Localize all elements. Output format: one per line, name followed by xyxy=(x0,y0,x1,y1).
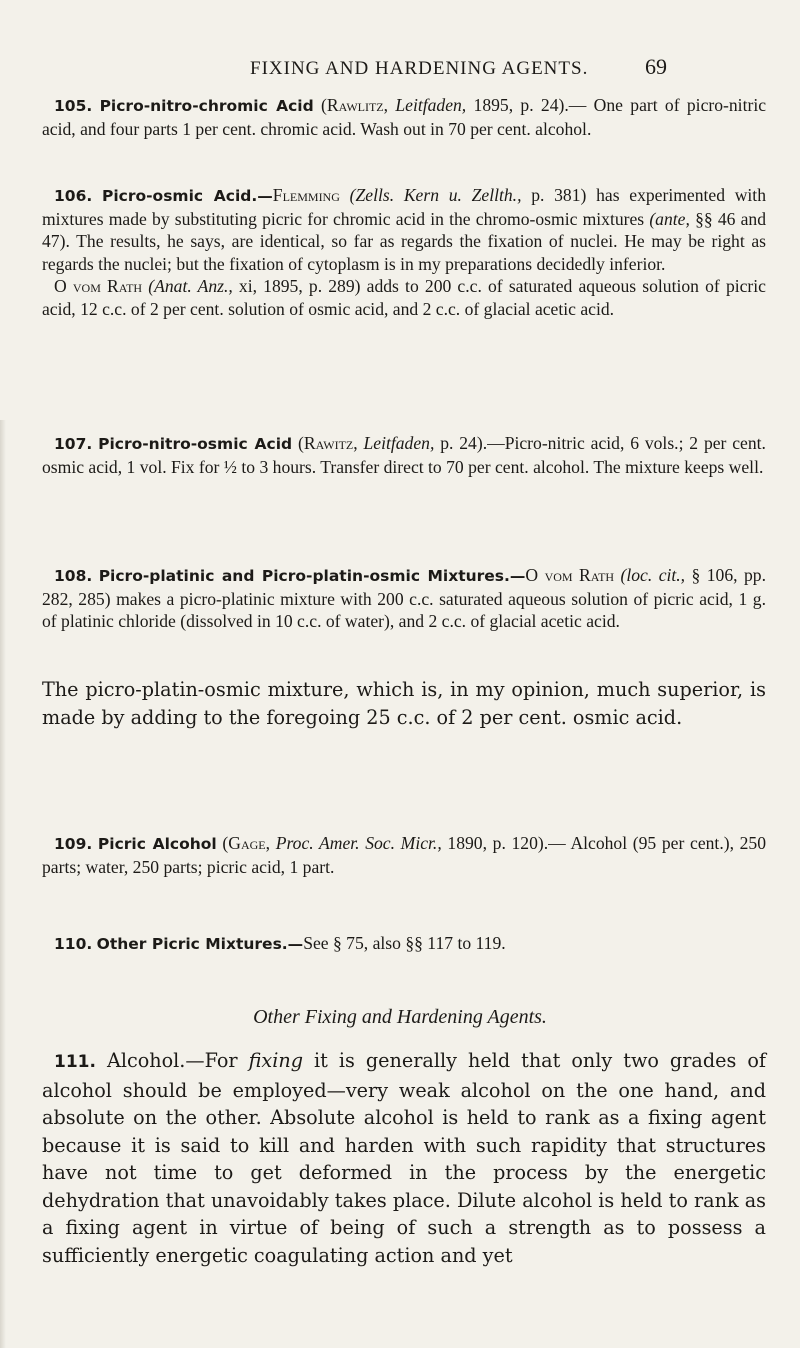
paragraph-text: xi, 1895, p. 289) adds to 200 c.c. of saturated aqueous solution of picric acid, 12 c.c. of 2 per cent. solution of osmic acid, and 2 c.c. of glacial acetic acid. xyxy=(42,276,766,319)
section-number: 107. xyxy=(54,435,93,453)
section-109 xyxy=(42,832,766,878)
author: (Rawitz, xyxy=(297,433,358,453)
section-number: 110. xyxy=(54,935,93,953)
section-106 xyxy=(42,184,766,320)
paragraph-text: The picro-platin-osmic mixture, which is, in my opinion, much superior, is made by adding to the foregoing 25 c.c. of 2 per cent. osmic acid. xyxy=(42,678,766,729)
reference: 1895, p. 24).— xyxy=(473,95,587,115)
paragraph-text: has experimented with mixtures made by substituting picric for chromic acid in the chromo-osmic mixtures xyxy=(42,185,766,229)
section-108-large-text xyxy=(42,676,766,731)
section-title: Other Picric Mixtures.— xyxy=(96,935,304,953)
author: O vom Rath xyxy=(54,276,143,296)
author: (Rawlitz, xyxy=(321,95,389,115)
subheading: Other Fixing and Hardening Agents. xyxy=(253,1006,547,1028)
source: (loc. cit., xyxy=(620,565,686,585)
paragraph-text: § 106, pp. 282, 285) makes a picro-platinic mixture with 200 c.c. saturated aqueous solution of picric acid, 1 g. of platinic chloride (dissolved in 10 c.c. of water), and 2 c.c. of glacial acetic acid. xyxy=(42,565,766,631)
section-107 xyxy=(42,432,766,478)
section-105 xyxy=(42,94,766,140)
for-word: For xyxy=(204,1049,238,1072)
section-111 xyxy=(42,1047,766,1269)
section-number: 109. xyxy=(54,835,93,853)
author: (Gage, xyxy=(222,833,271,853)
source: (Anat. Anz., xyxy=(148,276,233,296)
section-title: Picric Alcohol xyxy=(97,835,217,853)
reference: 1890, p. 120).— xyxy=(447,833,566,853)
section-number: 105. xyxy=(54,97,93,115)
section-108 xyxy=(42,564,766,633)
section-number: 111. xyxy=(54,1052,96,1072)
section-title: Picro-platinic and Picro-platin-osmic Mixtures.— xyxy=(98,567,526,585)
section-title: Picro-osmic Acid.— xyxy=(101,187,273,205)
paragraph-text: See § 75, also §§ 117 to 119. xyxy=(303,933,506,953)
paragraph-text: Picro-nitric acid, 6 vols.; 2 per cent. osmic acid, 1 vol. Fix for ½ to 3 hours. Transfer direct to 70 per cent. alcohol. The mixture keeps well. xyxy=(42,433,766,477)
section-title: Picro-nitro-osmic Acid xyxy=(98,435,293,453)
ante-ref: (ante, xyxy=(649,208,690,229)
page-edge-shadow xyxy=(0,420,6,1348)
source: Proc. Amer. Soc. Micr., xyxy=(275,833,442,853)
reference: p. 24).— xyxy=(440,433,505,453)
author: O vom Rath xyxy=(525,565,615,585)
section-110 xyxy=(42,932,766,956)
paragraph-text: One part of picro-nitric acid, and four parts 1 per cent. chromic acid. Wash out in 70 per cent. alcohol. xyxy=(42,95,767,139)
source: Leitfaden, xyxy=(395,95,467,115)
section-title: Picro-nitro-chromic Acid xyxy=(99,97,314,115)
author: Flemming xyxy=(272,185,340,205)
paragraph-text: §§ 46 and 47). The results, he says, are identical, so far as regards the fixation of nuclei. He may be right as regards the nuclei; but the fixation of cytoplasm is in my preparations decidedly inferior. xyxy=(42,208,766,274)
page-number: 69 xyxy=(645,54,667,79)
source: (Zells. Kern u. Zellth., xyxy=(349,185,522,205)
source: Leitfaden, xyxy=(363,433,435,453)
paragraph-text: Alcohol (95 per cent.), 250 parts; water, 250 parts; picric acid, 1 part. xyxy=(42,833,767,877)
fixing-word: fixing xyxy=(248,1049,304,1072)
section-number: 108. xyxy=(54,567,93,585)
section-title: Alcohol.— xyxy=(106,1049,205,1072)
paragraph-text: it is generally held that only two grades of alcohol should be employed—very weak alcohol on the one hand, and absolute on the other. Absolute alcohol is held to rank as a fixing agent because it is said to kill and harden with such rapidity that structures have not time to get deformed in the process by the energetic dehydration that unavoidably takes place. Dilute alcohol is held to rank as a fixing agent in virtue of being of such a strength as to possess a sufficiently energetic coagulating action and yet xyxy=(42,1049,766,1267)
running-title: FIXING AND HARDENING AGENTS. xyxy=(250,58,589,79)
reference: p. 381) xyxy=(531,185,587,205)
section-number: 106. xyxy=(54,187,93,205)
page-header xyxy=(0,54,800,88)
